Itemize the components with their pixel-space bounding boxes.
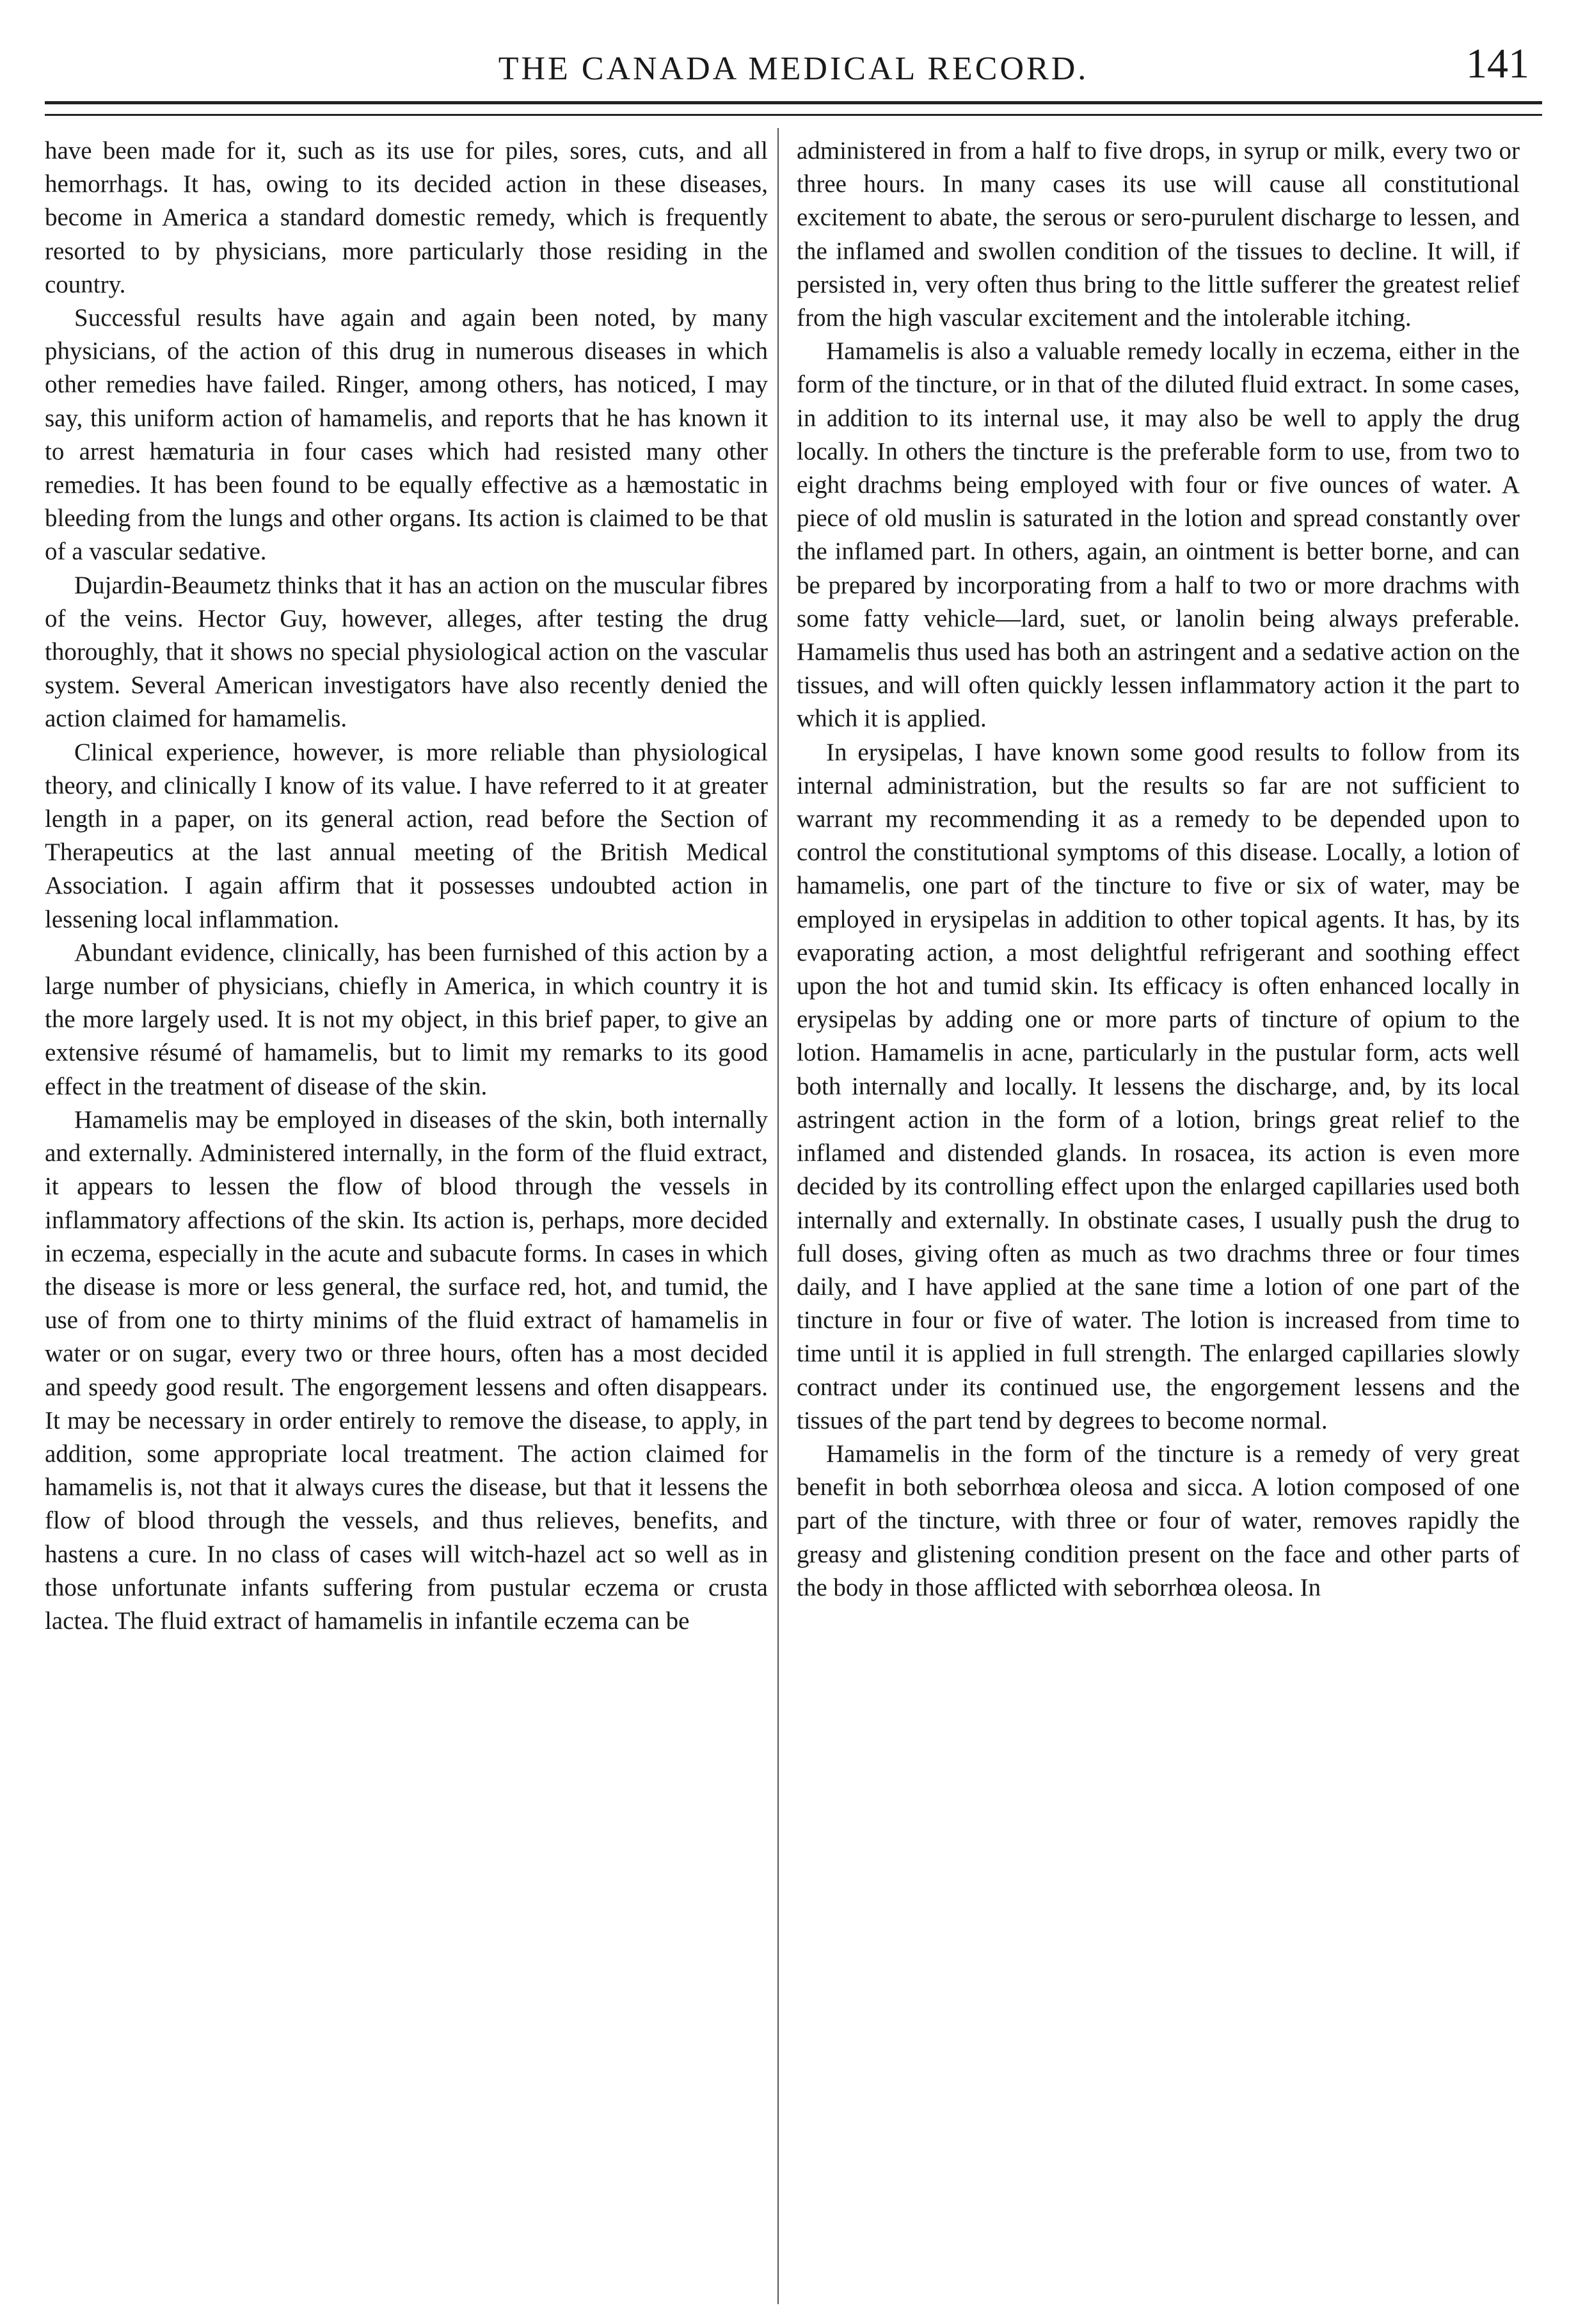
page-number: 141 (1466, 40, 1529, 87)
paragraph: Hamamelis is also a valuable remedy locally in eczema, either in the form of the tincture, or in that of the diluted fluid extract. In some cases, in addition to its internal use, it may also be well to apply the drug locally. In others the tincture is the preferable form to use, from two to eight drachms being employed with four or five ounces of water. A piece of old muslin is saturated in the lotion and spread constantly over the inflamed part. In others, again, an ointment is better borne, and can be prepared by incorporating from a half to two or more drachms with some fatty vehicle—lard, suet, or lanolin being always preferable. Hamamelis thus used has both an astringent and a sedative action on the tissues, and will often quickly lessen inflammatory action it the part to which it is applied. (797, 337, 1520, 733)
paragraph: Dujardin-Beaumetz thinks that it has an action on the muscular fibres of the veins. Hector Guy, however, alleges, after testing the drug thoroughly, that it shows no special physiological action on the vascular system. Several American investigators have also recently denied the action claimed for hamamelis. (45, 571, 768, 733)
paragraph: Hamamelis may be employed in diseases of the skin, both internally and externally. Administered internally, in the form of the fluid extract, it appears to lessen the flow of blood through the vessels in inflammatory affections of the skin. Its action is, perhaps, more decided in eczema, especially in the acute and subacute forms. In cases in which the disease is more or less general, the surface red, hot, and tumid, the use of from one to thirty minims of the fluid extract of hamamelis in water or on sugar, every two or three hours, often has a most decided and speedy good result. The engorgement lessens and often disappears. It may be necessary in order entirely to remove the disease, to apply, in addition, some appropriate local treatment. The action claimed for hamamelis is, not that it always cures the disease, but that it lessens the flow of blood through the vessels, and thus relieves, benefits, and hastens a cure. In no class of cases will witch-hazel act so well as in those unfortunate infants suffering from pustular eczema or crusta lactea. The fluid extract of hamamelis in infantile eczema can be (45, 1105, 768, 1635)
header-rule-thick (45, 101, 1542, 104)
right-column (797, 134, 1520, 2304)
paragraph: Abundant evidence, clinically, has been furnished of this action by a large number of physicians, chiefly in America, in which country it is the more largely used. It is not my object, in this brief paper, to give an extensive résumé of hamamelis, but to limit my remarks to its good effect in the treatment of disease of the skin. (45, 938, 768, 1100)
header-rule-thin (45, 114, 1542, 116)
column-divider (777, 128, 779, 2304)
journal-title: THE CANADA MEDICAL RECORD. (498, 51, 1089, 87)
paragraph: Clinical experience, however, is more reliable than physiological theory, and clinically I know of its value. I have referred to it at greater length in a paper, on its general action, read before the Section of Therapeutics at the last annual meeting of the British Medical Association. I again affirm that it possesses undoubted action in lessening local inflammation. (45, 738, 768, 933)
paragraph: Successful results have again and again been noted, by many physicians, of the action of this drug in numerous diseases in which other remedies have failed. Ringer, among others, has noticed, I may say, this uniform action of hamamelis, and reports that he has known it to arrest hæmaturia in four cases which had resisted many other remedies. It has been found to be equally effective as a hæmostatic in bleeding from the lungs and other organs. Its action is claimed to be that of a vascular sedative. (45, 304, 768, 566)
paragraph: In erysipelas, I have known some good results to follow from its internal administration, but the results so far are not sufficient to warrant my recommending it as a remedy to be depended upon to control the constitutional symptoms of this disease. Locally, a lotion of hamamelis, one part of the tincture to five or six of water, may be employed in erysipelas in addition to other topical agents. It has, by its evaporating action, a most delightful refrigerant and soothing effect upon the hot and tumid skin. Its efficacy is often enhanced locally in erysipelas by adding one or more parts of tincture of opium to the lotion. Hamamelis in acne, particularly in the pustular form, acts well both internally and locally. It lessens the discharge, and, by its local astringent action in the form of a lotion, brings great relief to the inflamed and distended glands. In rosacea, its action is even more decided by its controlling effect upon the enlarged capillaries used both internally and externally. In obstinate cases, I usually push the drug to full doses, giving often as much as two drachms three or four times daily, and I have applied at the sane time a lotion of one part of the tincture in four or five of water. The lotion is increased from time to time until it is applied in full strength. The enlarged capillaries slowly contract under its continued use, the engorgement lessens and the tissues of the part tend by degrees to become normal. (797, 738, 1520, 1434)
left-column (45, 134, 768, 2304)
paragraph: Hamamelis in the form of the tincture is a remedy of very great benefit in both seborrhœa oleosa and sicca. A lotion composed of one part of the tincture, with three or four of water, removes rapidly the greasy and glistening condition present on the face and other parts of the body in those afflicted with seborrhœa oleosa. In (797, 1439, 1520, 1601)
paragraph: have been made for it, such as its use for piles, sores, cuts, and all hemorrhags. It has, owing to its decided action in these diseases, become in America a standard domestic remedy, which is frequently resorted to by physicians, more particularly those residing in the country. (45, 137, 768, 298)
paragraph: administered in from a half to five drops, in syrup or milk, every two or three hours. In many cases its use will cause all constitutional excitement to abate, the serous or sero-purulent discharge to lessen, and the inflamed and swollen condition of the tissues to decline. It will, if persisted in, very often thus bring to the little sufferer the greatest relief from the high vascular excitement and the intolerable itching. (797, 137, 1520, 332)
running-header (45, 26, 1542, 102)
